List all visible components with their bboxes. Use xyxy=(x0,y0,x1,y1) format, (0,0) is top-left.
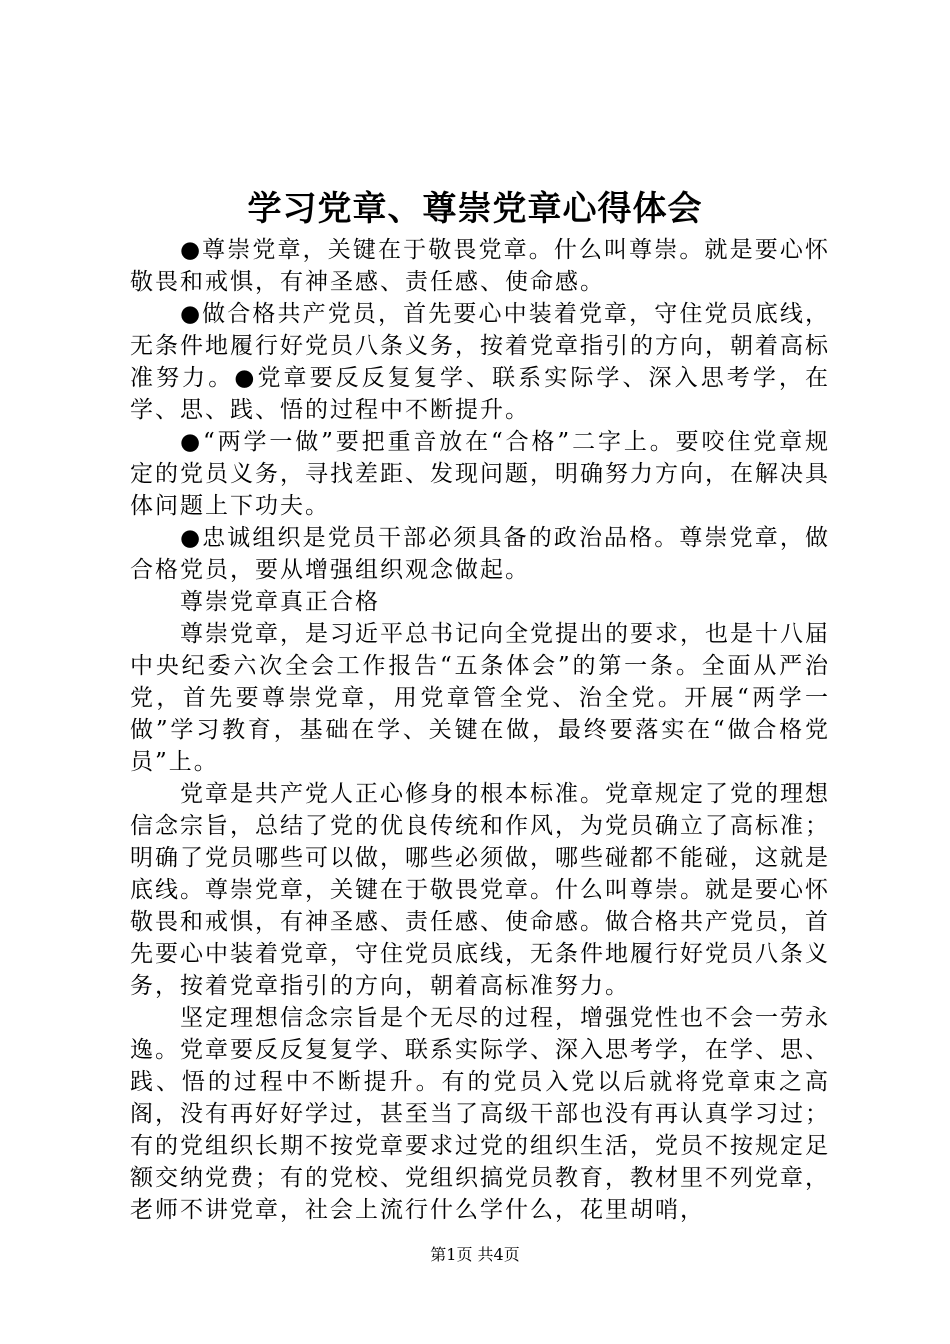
section-heading: 尊崇党章真正合格 xyxy=(180,589,380,615)
document-title: 学习党章、尊崇党章心得体会 xyxy=(247,189,703,229)
paragraph-4: ●忠诚组织是党员干部必须具备的政治品格。尊崇党章，做合格党员，要从增强组织观念做起。 xyxy=(130,525,830,583)
page-footer: 第1页 共4页 xyxy=(430,1245,520,1264)
paragraph-2: ●做合格共产党员，首先要心中装着党章，守住党员底线，无条件地履行好党员八条义务，按着党章指引的方向，朝着高标准努力。●党章要反反复复学、联系实际学、深入思考学，在学、思、践、悟的过程中不断提升。 xyxy=(130,301,830,423)
paragraph-3: ●“两学一做”要把重音放在“合格”二字上。要咬住党章规定的党员义务，寻找差距、发现问题，明确努力方向，在解决具体问题上下功夫。 xyxy=(130,429,830,519)
paragraph-7: 党章是共产党人正心修身的根本标准。党章规定了党的理想信念宗旨，总结了党的优良传统和作风，为党员确立了高标准；明确了党员哪些可以做，哪些必须做，哪些碰都不能碰，这就是底线。尊崇党章，关键在于敬畏党章。什么叫尊崇。就是要心怀敬畏和戒惧，有神圣感、责任感、使命感。做合格共产党员，首先要心中装着党章，守住党员底线，无条件地履行好党员八条义务，按着党章指引的方向，朝着高标准努力。 xyxy=(130,781,830,999)
paragraph-1: ●尊崇党章，关键在于敬畏党章。什么叫尊崇。就是要心怀敬畏和戒惧，有神圣感、责任感、使命感。 xyxy=(130,237,830,295)
paragraph-6: 尊崇党章，是习近平总书记向全党提出的要求，也是十八届中央纪委六次全会工作报告“五条体会”的第一条。全面从严治党，首先要尊崇党章，用党章管全党、治全党。开展“两学一做”学习教育，基础在学、关键在做，最终要落实在“做合格党员”上。 xyxy=(130,621,830,775)
paragraph-8: 坚定理想信念宗旨是个无尽的过程，增强党性也不会一劳永逸。党章要反反复复学、联系实际学、深入思考学，在学、思、践、悟的过程中不断提升。有的党员入党以后就将党章束之高阁，没有再好好学过，甚至当了高级干部也没有再认真学习过；有的党组织长期不按党章要求过党的组织生活，党员不按规定足额交纳党费；有的党校、党组织搞党员教育，教材里不列党章，老师不讲党章，社会上流行什么学什么，花里胡哨， xyxy=(130,1005,830,1223)
document-body xyxy=(130,234,830,1226)
